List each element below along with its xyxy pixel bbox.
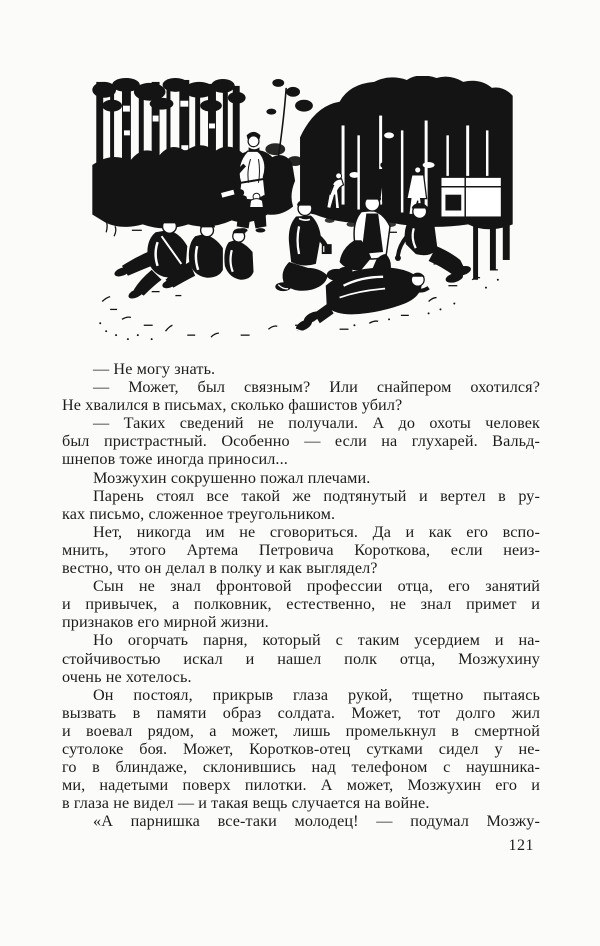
body-text — [62, 360, 540, 830]
text-line: вестно, что он делал в полку и как выглядел? — [62, 559, 378, 578]
text-line: ках письмо, сложенное треугольником. — [62, 504, 336, 523]
soldiers-resting-illustration — [90, 76, 515, 348]
text-line: и привычек, а полковник, естественно, не знал примет и — [62, 595, 540, 614]
seated-soldier-back-1 — [113, 217, 187, 300]
text-line: ми, надетыми поверх пилотки. А может, Мозжухин его и — [62, 776, 540, 795]
text-line: признаков его мирной жизни. — [62, 613, 269, 632]
text-line: сутолоке боя. Может, Коротков-отец сутками сидел у не- — [62, 739, 540, 758]
text-line: Мозжухин сокрушенно пожал плечами. — [93, 468, 371, 487]
text-line: вызвать в памяти образ солдата. Может, тот долго жил — [62, 703, 540, 722]
text-line: Парень стоял все такой же подтянутый и вертел в ру- — [93, 486, 540, 505]
seated-soldier-back-3 — [224, 228, 253, 279]
truck-shape — [439, 177, 504, 224]
text-line: «А парнишка все-таки молодец! — подумал Мозжу- — [93, 812, 540, 831]
text-line: был пристрастный. Особенно — если на глухарей. Вальд- — [62, 432, 540, 451]
text-line: шнепов тоже иногда приносил... — [62, 450, 288, 469]
text-line: в глаза не видел — и такая вещь случается на войне. — [62, 794, 430, 813]
text-line: мнить, этого Артема Петровича Короткова, если неиз- — [62, 540, 540, 559]
text-line: Он постоял, прикрыв глаза рукой, тщетно пытаясь — [93, 685, 540, 704]
text-line: и воевал рядом, а может, лишь промелькнул в смертной — [62, 721, 540, 740]
text-line: — Таких сведений не получали. А до охоты человек — [93, 414, 540, 433]
text-line: Не хвалился в письмах, сколько фашистов убил? — [62, 396, 403, 415]
text-line: го в блиндаже, склонившись над телефоном с наушника- — [62, 758, 540, 777]
text-line: Нет, никогда им не сговориться. Да и как его вспо- — [93, 522, 540, 541]
text-line: Но огорчать парня, который с таким усердием и на- — [93, 631, 540, 650]
text-line: очень не хотелось. — [62, 667, 192, 686]
text-line: — Может, был связным? Или снайпером охотился? — [93, 378, 540, 397]
book-illustration — [90, 76, 515, 348]
text-line: — Не могу знать. — [93, 360, 216, 378]
text-line: Сын не знал фронтовой профессии отца, его занятий — [93, 577, 540, 596]
page-number: 121 — [508, 837, 534, 854]
text-line: стойчивостью искал и нашел полк отца, Мозжухину — [62, 649, 540, 668]
